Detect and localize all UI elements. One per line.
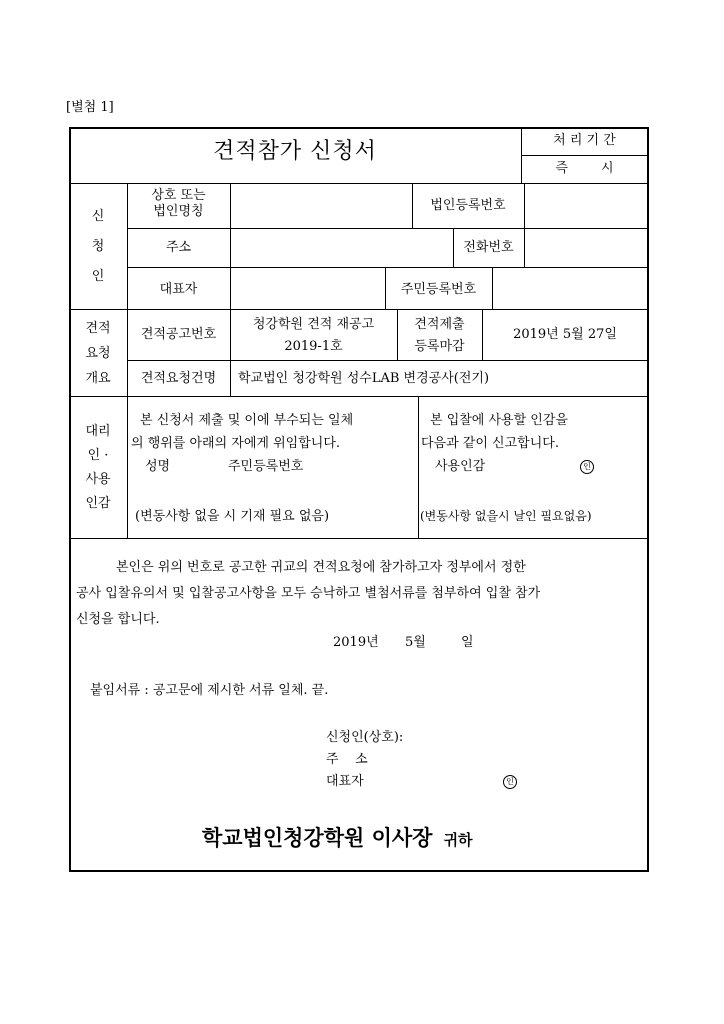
date-day: 일: [461, 635, 474, 650]
form-title: 견적참가 신청서: [213, 139, 377, 164]
resident-reg-no-label: 주민등록번호: [400, 282, 477, 297]
delegation-text: 본 신청서 제출 및 이에 부수되는 일체: [140, 413, 354, 428]
address-label: 주소: [165, 240, 192, 255]
deadline-label: 견적제출: [414, 317, 465, 332]
recipient-name: 학교법인청강학원 이사장: [202, 825, 433, 850]
declaration-text-3: 신청을 합니다.: [76, 612, 160, 627]
phone-field[interactable]: [526, 230, 645, 265]
signer-representative-label: 대표자: [326, 774, 364, 789]
seal-mark-icon: 인: [580, 460, 594, 474]
date-month: 5월: [405, 635, 426, 650]
recipient-line: [202, 822, 473, 852]
seal-note: (변동사항 없을시 날인 필요없음): [420, 509, 592, 523]
notice-no-value-2: 2019-1호: [284, 339, 343, 354]
phone-label: 전화번호: [463, 240, 514, 255]
request-name-label: 견적요청건명: [140, 371, 217, 386]
corp-reg-no-field[interactable]: [526, 185, 645, 226]
agent-resident-label: 주민등록번호: [228, 459, 304, 474]
deadline-value: 2019년 5월 27일: [513, 327, 617, 342]
attachment-label: [별첨 1]: [66, 100, 114, 115]
company-name-label: 상호 또는: [151, 188, 206, 203]
agent-name-label: 성명: [145, 459, 171, 474]
representative-field[interactable]: [232, 269, 383, 307]
request-name-value: 학교법인 청강학원 성수LAB 변경공사(전기): [238, 371, 490, 386]
corp-reg-no-label: 법인등록번호: [430, 198, 506, 213]
processing-period-value: 즉 시: [555, 161, 614, 176]
resident-reg-no-field[interactable]: [494, 269, 645, 307]
recipient-honorific: 귀하: [443, 831, 473, 849]
attachments-text: 붙임서류 : 공고문에 제시한 서류 일체. 끝.: [90, 683, 329, 698]
company-name-label-2: 법인명칭: [153, 204, 204, 219]
processing-period-label: 처 리 기 간: [553, 133, 616, 148]
date-year: 2019년: [333, 635, 379, 650]
address-field[interactable]: [232, 230, 451, 265]
delegation-text-2: 의 행위를 아래의 자에게 위임합니다.: [131, 436, 341, 451]
notice-no-value: 청강학원 견적 재공고: [252, 317, 375, 332]
deadline-label-2: 등록마감: [414, 339, 465, 354]
signer-address-label: 주 소: [326, 752, 368, 767]
seal-declaration-text-2: 다음과 같이 신고합니다.: [421, 436, 559, 451]
signer-seal-icon: 인: [503, 775, 517, 789]
company-name-field[interactable]: [232, 185, 410, 226]
declaration-text: 본인은 위의 번호로 공고한 귀교의 견적요청에 참가하고자 정부에서 정한: [116, 560, 526, 575]
signer-applicant-label: 신청인(상호):: [326, 730, 404, 745]
declaration-text-2: 공사 입찰유의서 및 입찰공고사항을 모두 승낙하고 별첨서류를 첨부하여 입찰 참가: [76, 586, 541, 601]
representative-label: 대표자: [159, 282, 198, 297]
notice-no-label: 견적공고번호: [140, 327, 217, 342]
seal-label: 사용인감: [435, 459, 486, 474]
agent-note: (변동사항 없을 시 기재 필요 없음): [135, 509, 330, 524]
seal-declaration-text: 본 입찰에 사용할 인감을: [430, 413, 568, 428]
